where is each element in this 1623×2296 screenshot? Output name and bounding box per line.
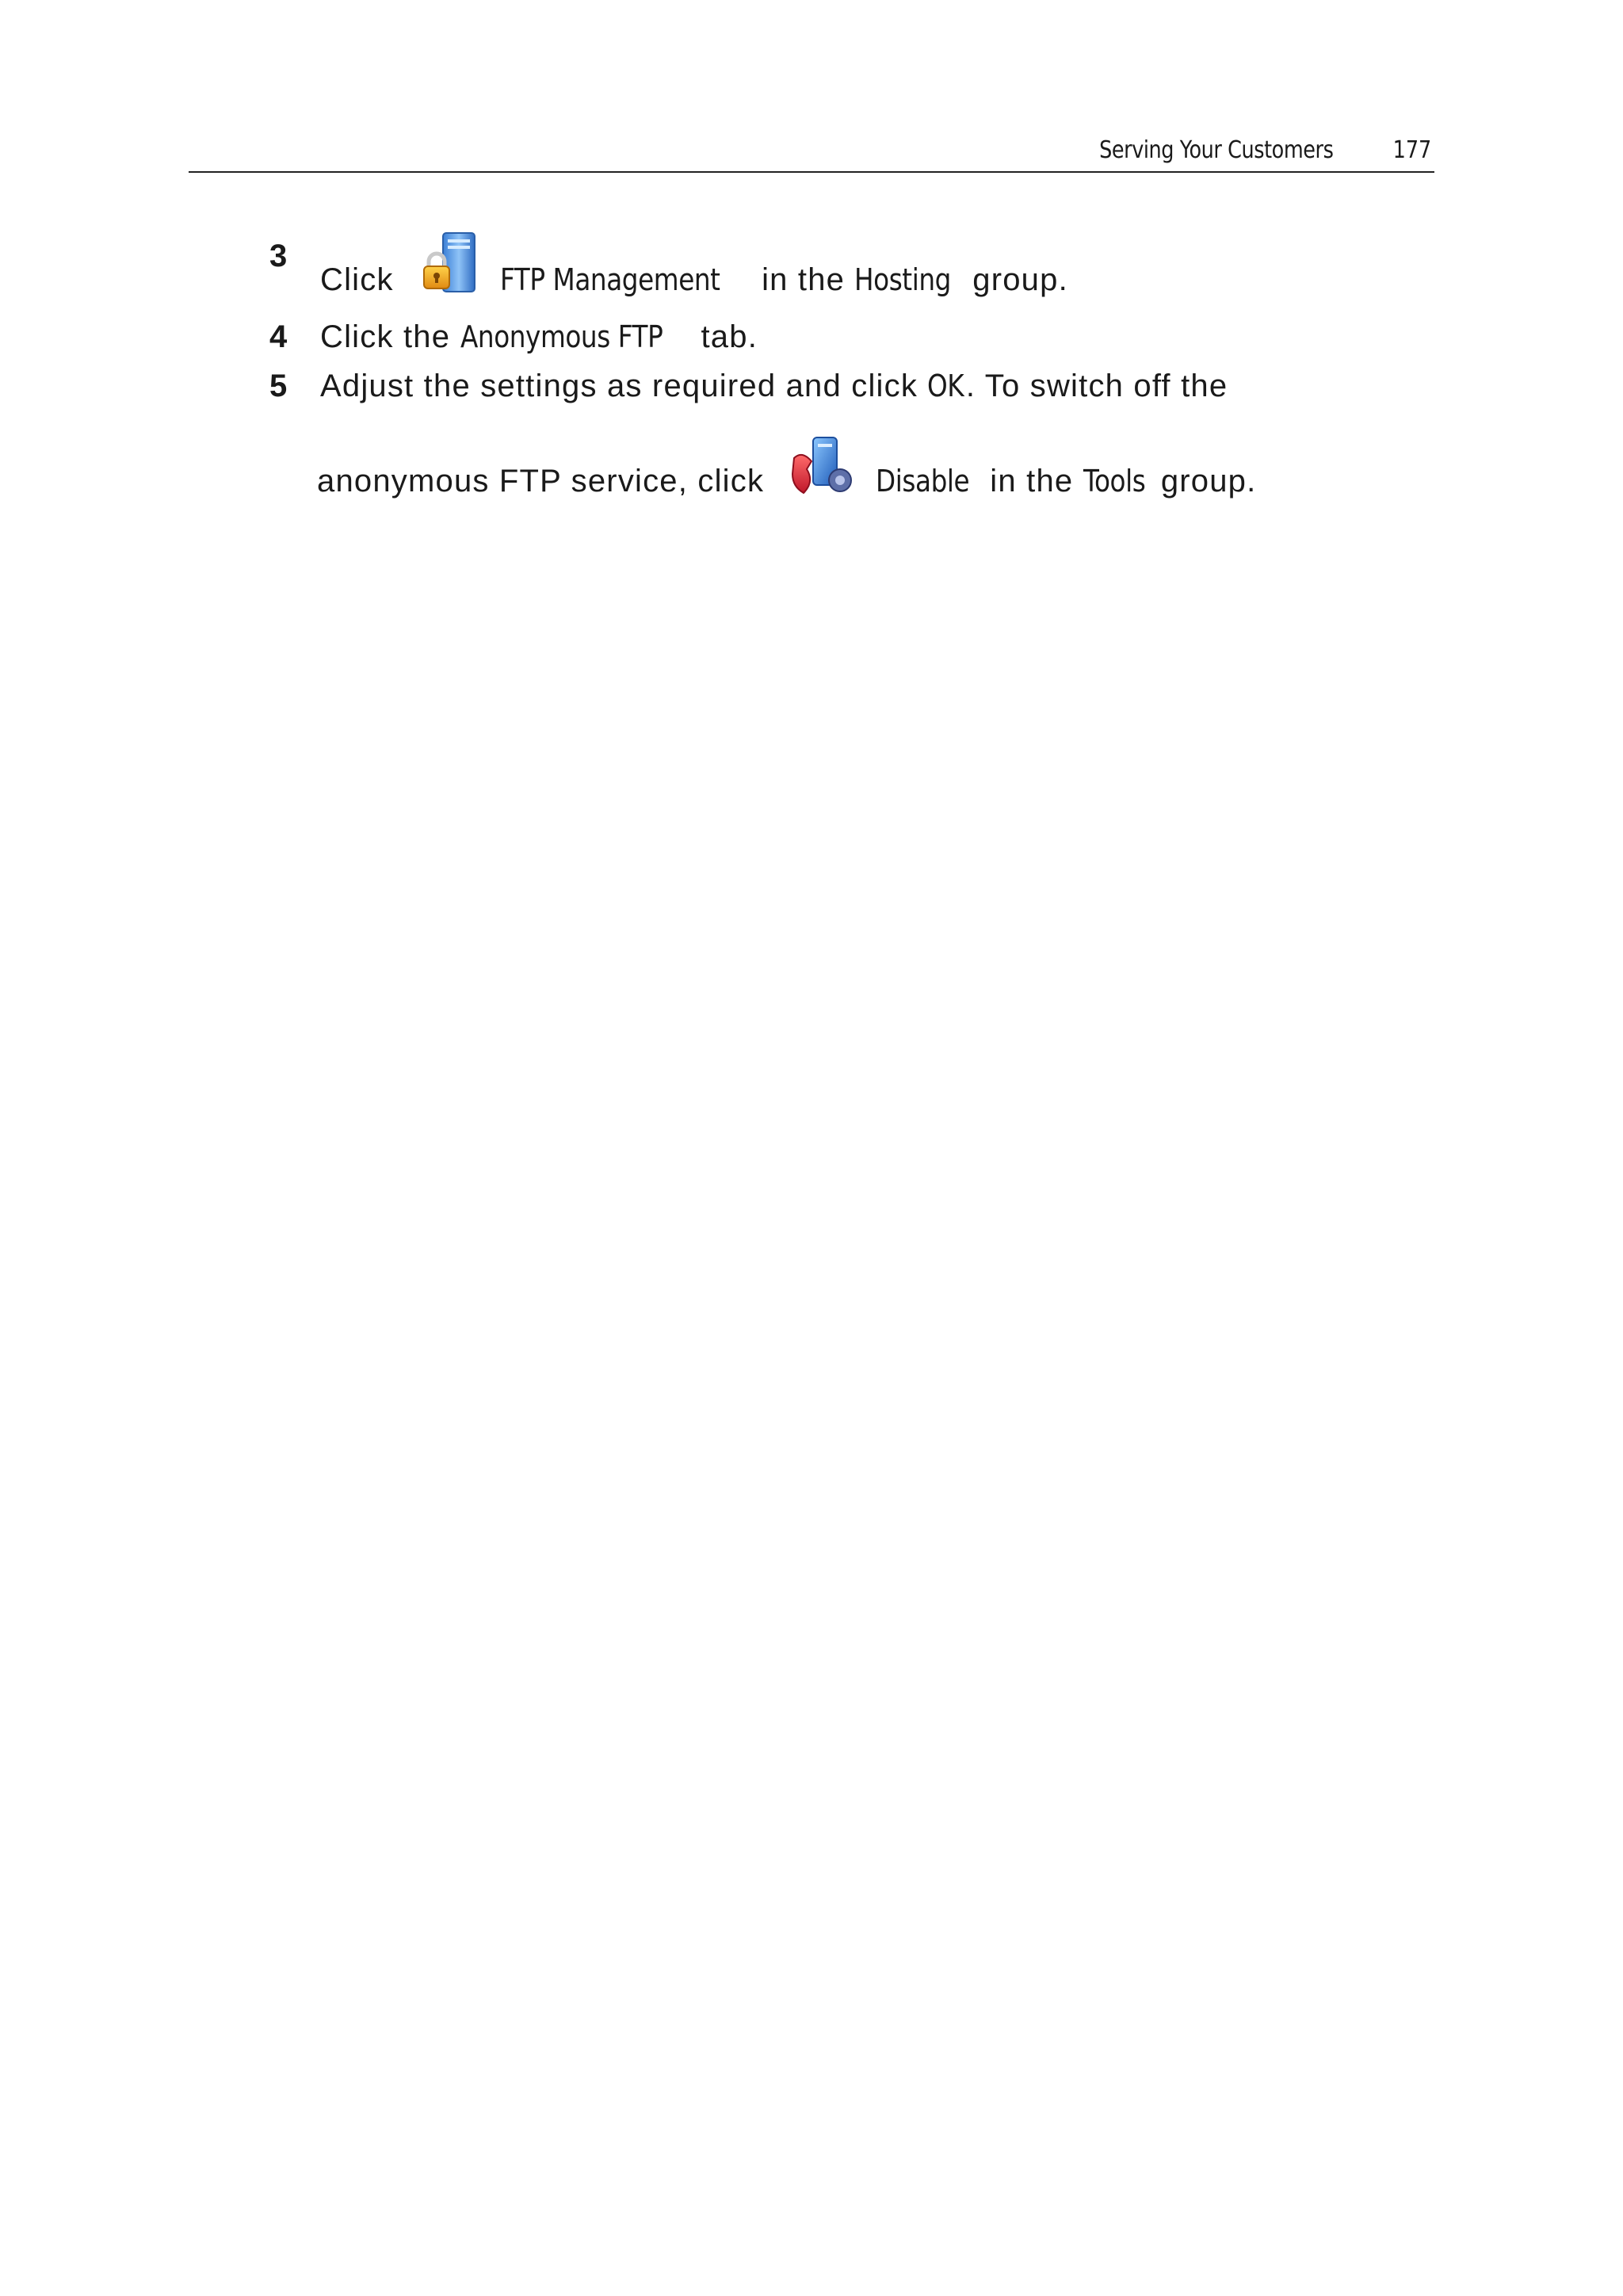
step-text: group. — [972, 262, 1068, 297]
step-3 — [269, 231, 1379, 312]
step-text: tab. — [701, 319, 758, 354]
step-number: 4 — [269, 319, 288, 354]
step-text: . To switch off the — [965, 369, 1228, 403]
step-text: group. — [1160, 464, 1257, 499]
disable-term: Disable — [875, 464, 970, 499]
disable-icon — [789, 434, 856, 514]
step-text: anonymous FTP service, click — [317, 464, 765, 499]
hosting-term: Hosting — [854, 262, 952, 297]
step-number: 3 — [269, 239, 288, 273]
step-number: 5 — [269, 369, 288, 403]
step-text: Click the — [320, 319, 451, 354]
step-5 — [269, 361, 1379, 514]
step-text: Click — [320, 262, 394, 297]
step-text: in the — [990, 464, 1074, 499]
header-title: Serving Your Customers — [1098, 136, 1333, 164]
step-continuation — [317, 434, 1379, 514]
page-number: 177 — [1392, 136, 1431, 164]
instruction-steps — [269, 231, 1379, 514]
ok-term: OK — [927, 369, 964, 403]
step-text: in the — [762, 262, 846, 297]
ftp-management-term: FTP Management — [500, 262, 720, 297]
tools-term: Tools — [1083, 464, 1146, 499]
step-4 — [269, 312, 1379, 361]
anonymous-ftp-term: Anonymous FTP — [460, 319, 663, 354]
ftp-management-icon — [419, 231, 481, 312]
step-text: Adjust the settings as required and click — [320, 369, 918, 403]
running-header — [189, 132, 1434, 173]
